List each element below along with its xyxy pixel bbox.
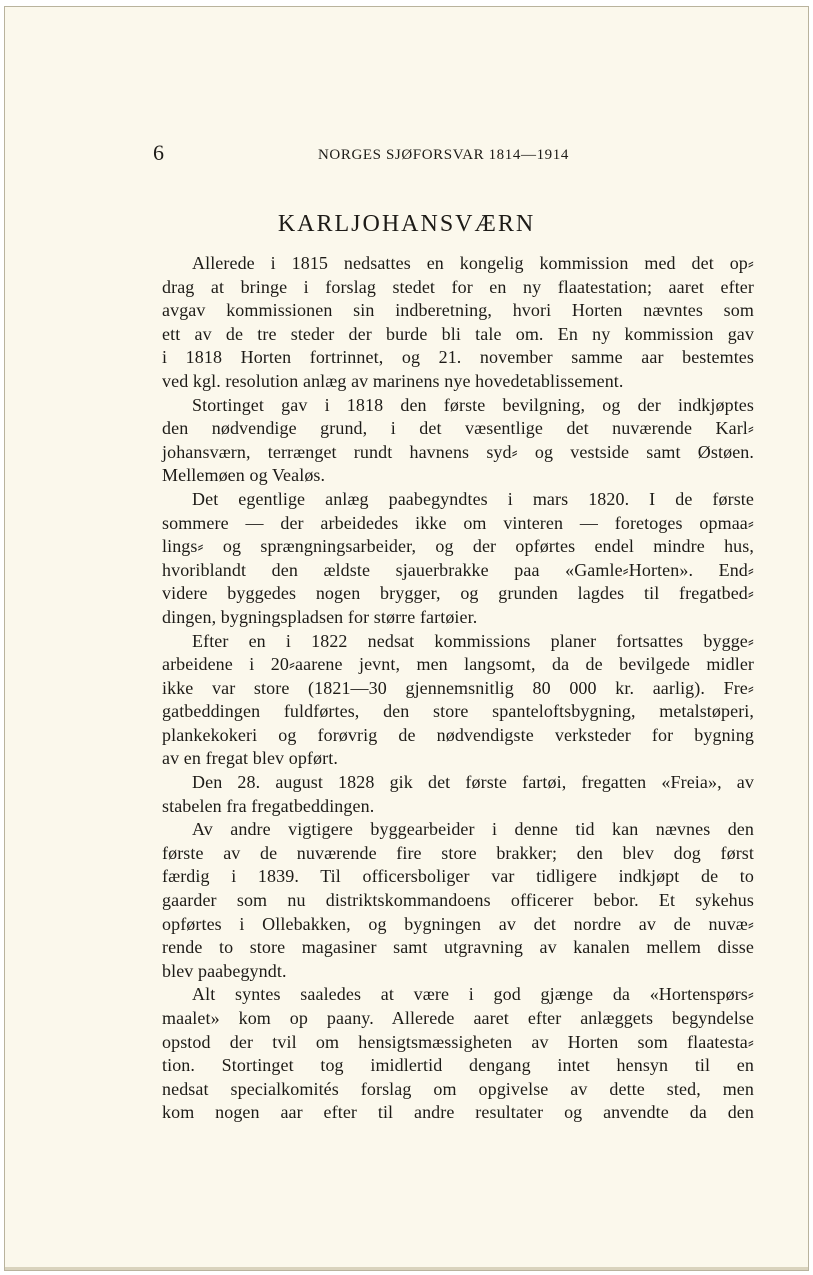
text-line: lings⸗ og sprængningsarbeider, og der opførtes endel mindre hus, <box>162 536 754 557</box>
paragraph <box>162 630 754 772</box>
text-line: dingen, bygningspladsen for større fartøier. <box>162 606 478 627</box>
text-line: maalet» kom op paany. Allerede aaret efter anlæggets begyndelse <box>162 1008 754 1028</box>
page-number: 6 <box>153 140 164 165</box>
text-line: stabelen fra fregatbeddingen. <box>162 795 375 816</box>
running-title: NORGES SJØFORSVAR 1814—1914 <box>318 147 569 163</box>
text-line: sommere — der arbeidedes ikke om vinteren — foretoges opmaa⸗ <box>162 512 754 533</box>
text-line: Det egentlige anlæg paabegyndtes i mars 1820. I de første <box>192 488 754 509</box>
text-line: Mellemøen og Vealøs. <box>162 465 326 486</box>
chapter-title: KARLJOHANSVÆRN <box>277 211 536 237</box>
text-line: drag at bringe i forslag stedet for en ny flaatestation; aaret efter <box>162 276 754 297</box>
text-line: videre byggedes nogen brygger, og grunden lagdes til fregatbed⸗ <box>162 583 754 604</box>
running-head <box>153 140 599 166</box>
body-text <box>162 252 754 1125</box>
text-line: tion. Stortinget tog imidlertid dengang intet hensyn til en <box>162 1055 754 1076</box>
text-line: ett av de tre steder der burde bli tale om. En ny kommission gav <box>162 323 754 344</box>
text-line: ikke var store (1821—30 gjennemsnitlig 80 000 kr. aarlig). Fre⸗ <box>162 677 754 698</box>
text-line: hvoriblandt den ældste sjauerbrakke paa «Gamle⸗Horten». End⸗ <box>162 559 754 580</box>
text-line: arbeidene i 20⸗aarene jevnt, men langsomt, da de bevilgede midler <box>162 654 754 675</box>
text-line: opstod der tvil om hensigtsmæssigheten av Horten som flaatesta⸗ <box>162 1031 754 1052</box>
text-line: opførtes i Ollebakken, og bygningen av det nordre av de nuvæ⸗ <box>162 913 754 934</box>
text-line: rende to store magasiner samt utgravning av kanalen mellem disse <box>162 937 754 958</box>
text-line: Av andre vigtigere byggearbeider i denne tid kan nævnes den <box>192 819 754 840</box>
text-line: Alt syntes saaledes at være i god gjænge da «Hortenspørs⸗ <box>192 984 754 1005</box>
text-line: gaarder som nu distriktskommandoens officerer bebor. Et sykehus <box>162 890 754 911</box>
text-line: i 1818 Horten fortrinnet, og 21. november samme aar bestemtes <box>162 347 754 368</box>
text-line: færdig i 1839. Til officersboliger var tidligere indkjøpt de to <box>162 866 754 887</box>
text-line: første av de nuværende fire store brakker; den blev dog først <box>162 842 754 863</box>
paragraph <box>162 394 754 488</box>
text-line: Stortinget gav i 1818 den første bevilgning, og der indkjøptes <box>192 394 754 415</box>
text-line: Allerede i 1815 nedsattes en kongelig kommission med det op⸗ <box>192 253 754 273</box>
paragraph <box>162 983 754 1125</box>
paragraph <box>162 771 754 818</box>
text-line: plankekokeri og forøvrig de nødvendigste verksteder for bygning <box>162 724 754 745</box>
text-line: Efter en i 1822 nedsat kommissions planer fortsattes bygge⸗ <box>192 630 754 651</box>
text-line: nedsat specialkomités forslag om opgivelse av dette sted, men <box>162 1078 754 1099</box>
text-line: blev paabegyndt. <box>162 960 287 981</box>
text-line: avgav kommissionen sin indberetning, hvori Horten nævntes som <box>162 300 754 321</box>
page-edge <box>5 1267 808 1270</box>
text-line: kom nogen aar efter til andre resultater og anvendte da den <box>162 1102 754 1123</box>
text-line: gatbeddingen fuldførtes, den store spanteloftsbygning, metalstøperi, <box>162 701 754 722</box>
text-line: johansværn, terrænget rundt havnens syd⸗ og vestside samt Østøen. <box>162 441 754 462</box>
text-line: ved kgl. resolution anlæg av marinens nye hovedetablissement. <box>162 370 624 391</box>
paragraph <box>162 252 754 394</box>
text-line: av en fregat blev opført. <box>162 748 338 769</box>
text-line: den nødvendige grund, i det væsentlige det nuværende Karl⸗ <box>162 418 754 439</box>
book-page <box>4 6 809 1271</box>
paragraph <box>162 818 754 983</box>
paragraph <box>162 488 754 630</box>
text-line: Den 28. august 1828 gik det første fartøi, fregatten «Freia», av <box>192 772 754 793</box>
